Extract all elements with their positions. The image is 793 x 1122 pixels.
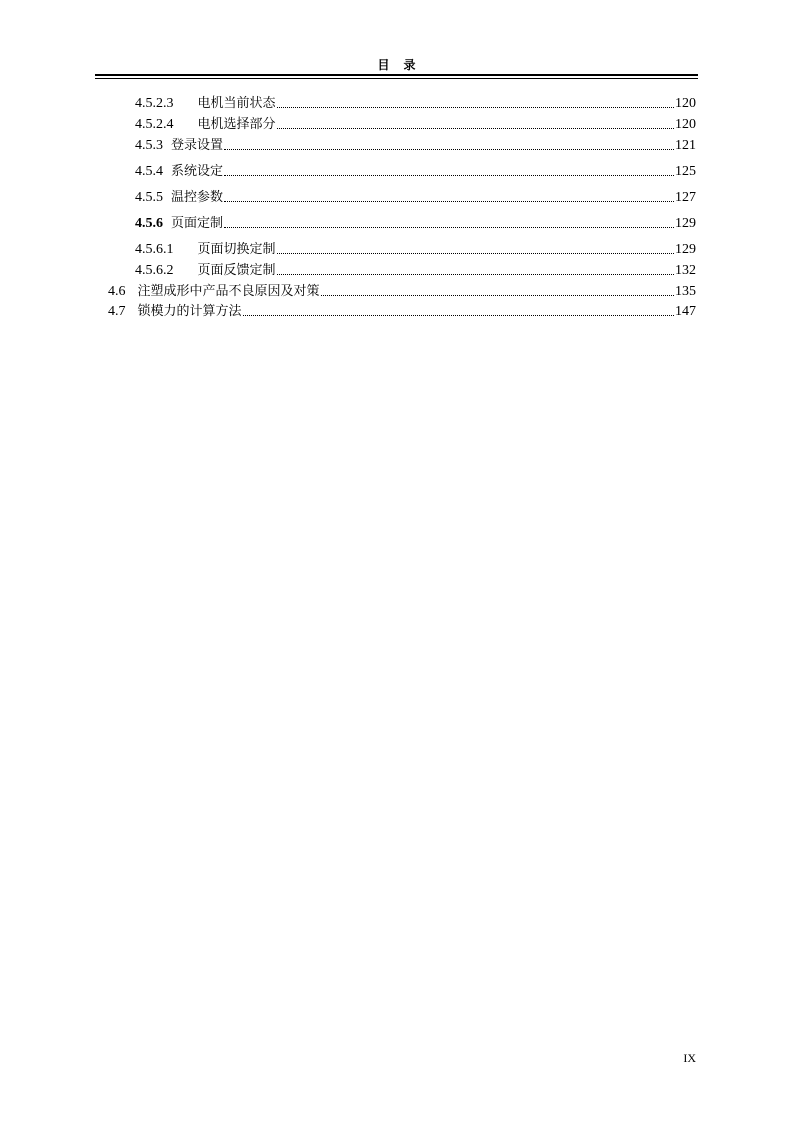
toc-entry-page: 120 bbox=[675, 96, 696, 111]
toc-entry-page: 125 bbox=[675, 164, 696, 179]
toc-entry-title: 锁模力的计算方法 bbox=[137, 304, 242, 319]
toc-entry-number: 4.5.6.1 bbox=[135, 242, 174, 257]
toc-entry[interactable] bbox=[135, 240, 696, 258]
toc-entry-title: 系统设定 bbox=[171, 164, 224, 179]
toc-entry[interactable] bbox=[135, 115, 696, 133]
toc-entry-page: 127 bbox=[675, 190, 696, 205]
toc-entry-title: 页面反馈定制 bbox=[197, 263, 276, 278]
footer-page-number: IX bbox=[683, 1051, 696, 1065]
toc-entry-page: 132 bbox=[675, 263, 696, 278]
toc-entry-number: 4.5.5 bbox=[135, 190, 163, 205]
toc-entry-number: 4.5.6 bbox=[135, 216, 163, 231]
toc-dot-leader bbox=[277, 128, 674, 129]
toc-entry-title: 电机当前状态 bbox=[197, 96, 276, 111]
toc-entry-page: 121 bbox=[675, 138, 696, 153]
toc-entry-title: 页面切换定制 bbox=[197, 242, 276, 257]
toc-entry[interactable] bbox=[135, 94, 696, 112]
toc-entry[interactable] bbox=[135, 188, 696, 206]
toc-entry-title: 登录设置 bbox=[171, 138, 224, 153]
toc-entry-number: 4.6 bbox=[108, 284, 126, 299]
toc-entry[interactable] bbox=[108, 302, 696, 320]
toc-dot-leader bbox=[224, 227, 674, 228]
toc-entry-page: 120 bbox=[675, 117, 696, 132]
toc-entry-page: 147 bbox=[675, 304, 696, 319]
toc-entry[interactable] bbox=[135, 214, 696, 232]
toc-entry-page: 129 bbox=[675, 242, 696, 257]
toc-entry-page: 135 bbox=[675, 284, 696, 299]
toc-entry-number: 4.5.2.4 bbox=[135, 117, 174, 132]
toc-dot-leader bbox=[277, 274, 674, 275]
toc-entry-title: 温控参数 bbox=[171, 190, 224, 205]
toc-entry-number: 4.5.4 bbox=[135, 164, 163, 179]
toc-dot-leader bbox=[277, 253, 674, 254]
toc-entry-number: 4.5.2.3 bbox=[135, 96, 174, 111]
toc-entry-title: 页面定制 bbox=[171, 216, 224, 231]
toc-dot-leader bbox=[321, 295, 674, 296]
toc-entry[interactable] bbox=[135, 136, 696, 154]
toc-entry[interactable] bbox=[135, 261, 696, 279]
page-header-title: 目录 bbox=[377, 58, 430, 72]
toc-dot-leader bbox=[224, 149, 674, 150]
toc-entry-number: 4.5.3 bbox=[135, 138, 163, 153]
toc-entry[interactable] bbox=[135, 162, 696, 180]
toc-entry-number: 4.5.6.2 bbox=[135, 263, 174, 278]
toc-dot-leader bbox=[224, 201, 674, 202]
toc-dot-leader bbox=[277, 107, 674, 108]
header-rule-thin bbox=[95, 78, 698, 79]
toc-dot-leader bbox=[243, 315, 674, 316]
toc-entry-number: 4.7 bbox=[108, 304, 126, 319]
toc-dot-leader bbox=[224, 175, 674, 176]
toc-entry-title: 注塑成形中产品不良原因及对策 bbox=[137, 284, 320, 299]
toc-entry[interactable] bbox=[108, 282, 696, 300]
toc-entry-title: 电机选择部分 bbox=[197, 117, 276, 132]
toc-entry-page: 129 bbox=[675, 216, 696, 231]
header-rule-thick bbox=[95, 74, 698, 76]
